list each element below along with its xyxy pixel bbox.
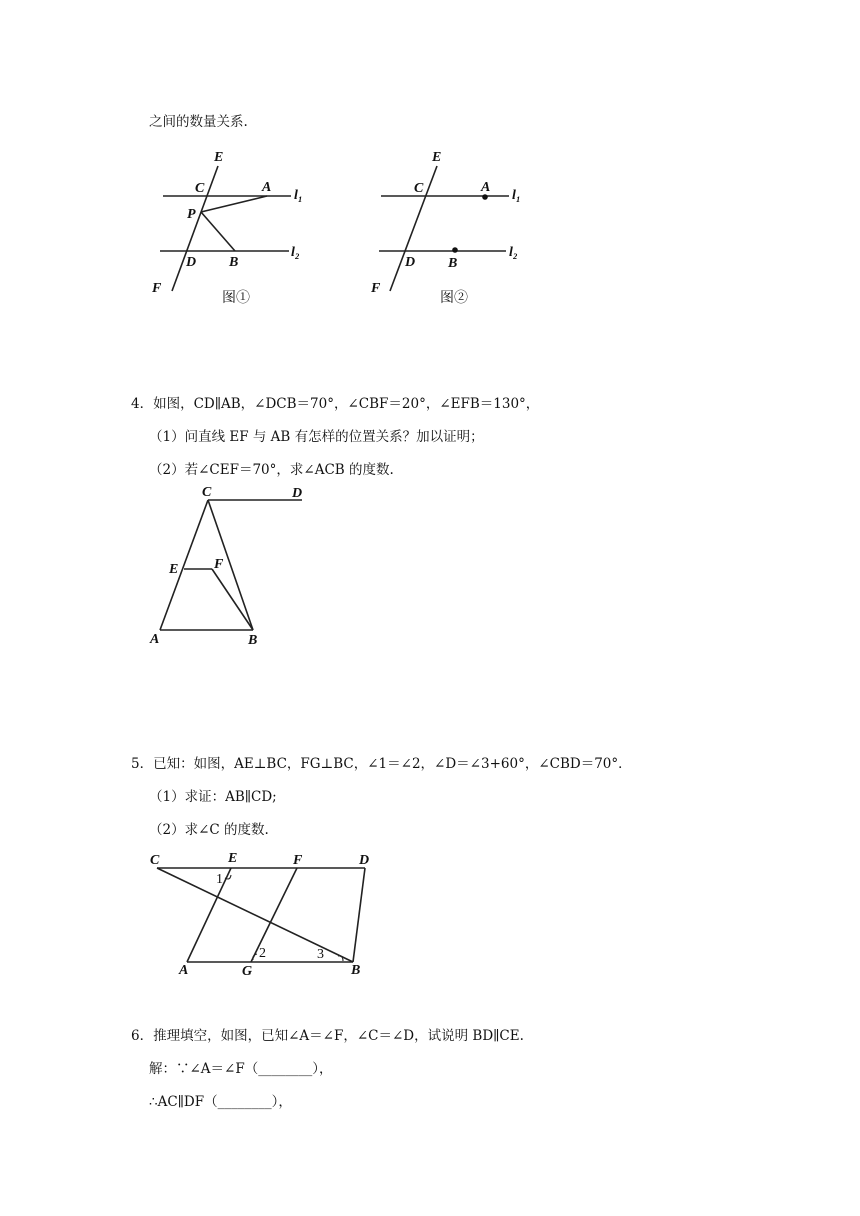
fig2-label-D: D [405,255,416,270]
fig1-label-B: B [229,255,239,270]
fig2-label-l2: l₂ [509,245,518,260]
q6-stem [131,1028,524,1044]
fig1-label-D: D [186,255,197,270]
fig1-label-P: P [187,207,196,222]
fig5-label-F: F [293,853,303,868]
fig2-label-F: F [371,281,381,296]
q4-number: 4． [131,396,154,412]
fig2-caption: 图② [440,291,468,306]
fig4-label-B: B [248,633,258,648]
q4-subquestion-1: （1）问直线 EF 与 AB 有怎样的位置关系？加以证明； [149,429,484,445]
q5-subquestion-2: （2）求∠C 的度数. [149,822,269,838]
q5-subquestion-1: （1）求证：AB∥CD; [149,789,277,805]
fig5-label-E: E [228,851,238,866]
fig5-label-3: 3 [317,947,324,962]
fig4-label-E: E [169,562,179,577]
q6-number: 6． [131,1028,154,1044]
q5-stem-text: 已知：如图，AE⊥BC，FG⊥BC，∠1＝∠2，∠D＝∠3+60°，∠CBD＝70°． [153,756,632,772]
fig4-label-C: C [202,485,212,500]
fig4-label-F: F [214,557,224,572]
q5-number: 5． [131,756,154,772]
fig5-label-D: D [359,853,370,868]
fig2-label-E: E [432,150,442,165]
fig5-label-G: G [242,964,253,979]
fig4-label-A: A [150,632,160,647]
fig5-label-1: 1 [216,872,223,887]
fig5-label-C: C [150,853,160,868]
q4-stem-text: 如图，CD∥AB，∠DCB＝70°，∠CBF＝20°，∠EFB＝130°， [153,396,540,412]
fig1-label-l1: l₁ [294,188,303,203]
fig1-label-E: E [214,150,224,165]
fig1-label-C: C [195,181,205,196]
fig5-label-B: B [351,963,361,978]
fig2-label-C: C [414,181,424,196]
fig2-label-l1: l₁ [512,188,521,203]
fig1-label-A: A [262,180,272,195]
fig2-label-A: A [481,180,491,195]
fig1-label-l2: l₂ [291,245,300,260]
intro-line: 之间的数量关系. [149,114,248,130]
fig1-label-F: F [152,281,162,296]
fig5-label-A: A [179,963,189,978]
q6-solution-line-2: ∴AC∥DF（________）， [149,1094,292,1110]
fig4-label-D: D [292,486,303,501]
fig2-label-B: B [448,256,458,271]
q6-stem-text: 推理填空，如图，已知∠A＝∠F，∠C＝∠D，试说明 BD∥CE. [153,1028,524,1044]
q4-subquestion-2: （2）若∠CEF＝70°，求∠ACB 的度数. [149,462,394,478]
q6-solution-line-1: 解：∵∠A＝∠F（________）， [149,1061,333,1077]
fig1-caption: 图① [222,291,250,306]
fig5-label-2: 2 [259,946,266,961]
